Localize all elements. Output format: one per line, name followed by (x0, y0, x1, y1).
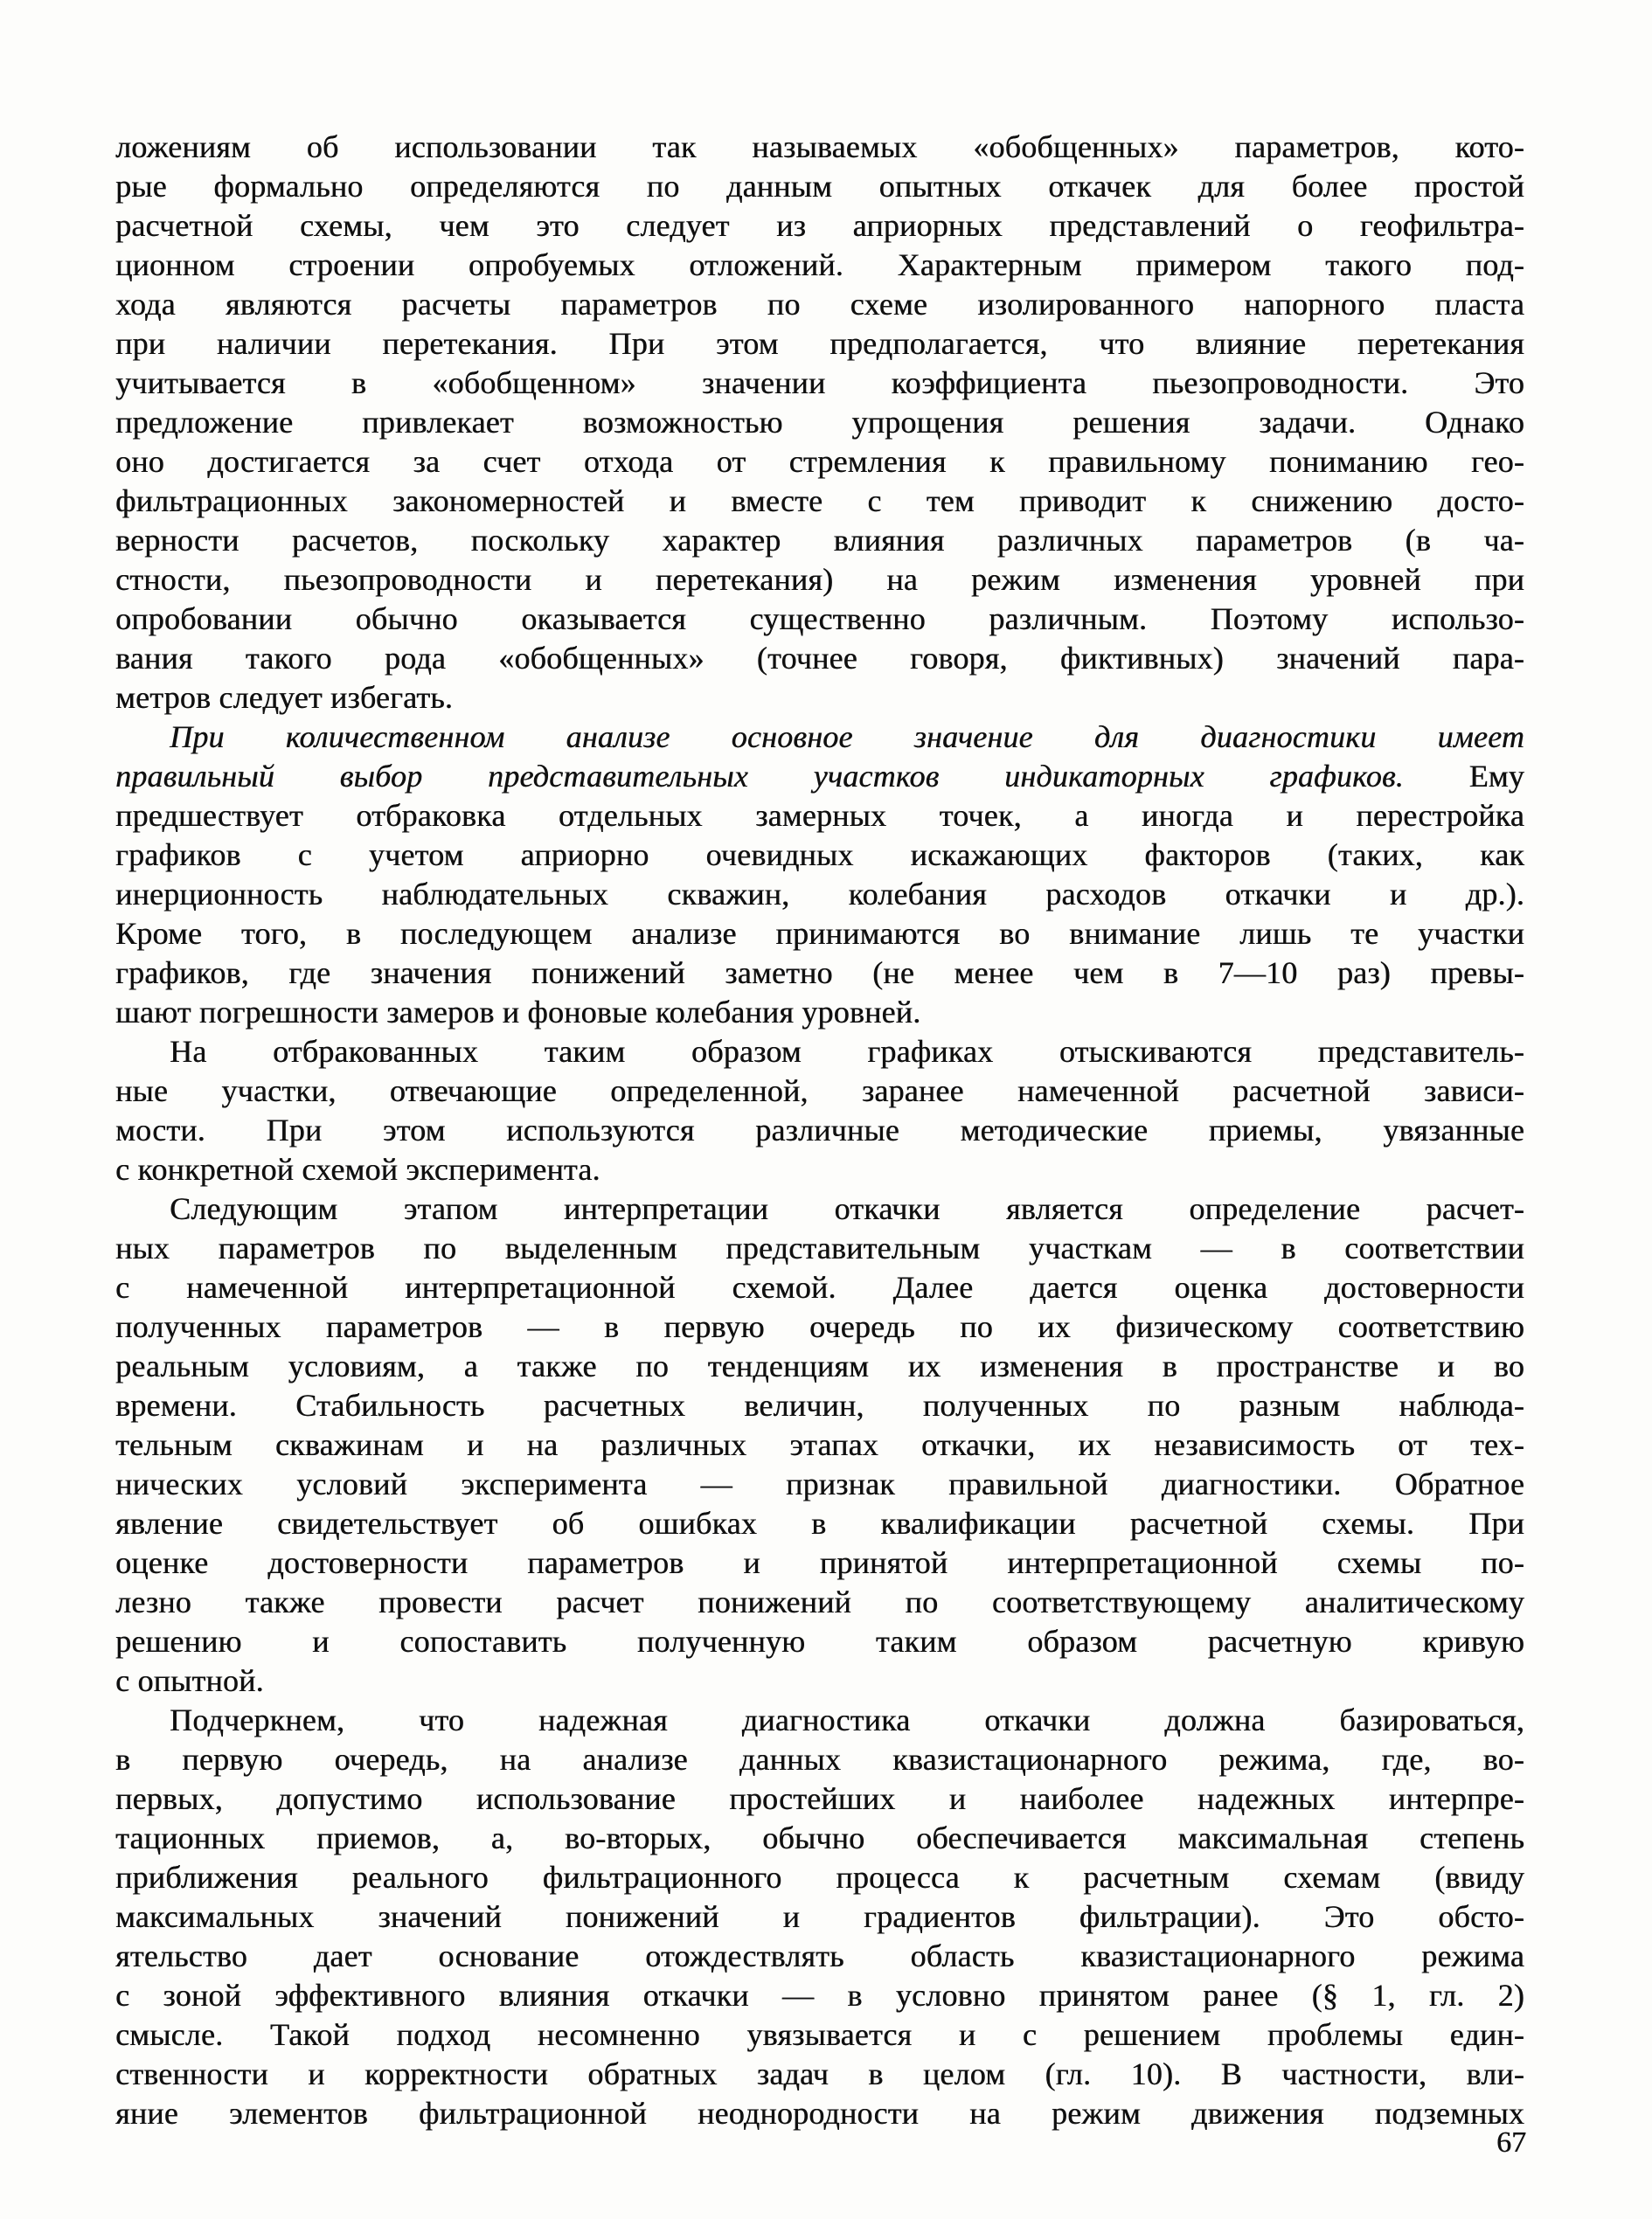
text-line (115, 639, 1524, 678)
text-segment: смысле. Такой подход несомненно увязывается и с решением проблемы един- (115, 2017, 1524, 2052)
text-segment: приближения реального фильтрационного процесса к расчетным схемам (ввиду (115, 1860, 1524, 1895)
text-line (115, 993, 1524, 1032)
text-segment: нических условий эксперимента — признак правильной диагностики. Обратное (115, 1467, 1524, 1501)
text-line (115, 914, 1524, 953)
text-line (115, 678, 1524, 718)
text-line (115, 167, 1524, 206)
text-line (115, 2015, 1524, 2055)
text-line (115, 796, 1524, 836)
text-line (115, 1740, 1524, 1779)
text-segment: при наличии перетекания. При этом предполагается, что влияние перетекания (115, 326, 1524, 361)
text-segment: Кроме того, в последующем анализе принимаются во внимание лишь те участки (115, 916, 1524, 951)
text-segment: стности, пьезопроводности и перетекания) на режим изменения уровней при (115, 562, 1524, 597)
text-segment: предшествует отбраковка отдельных замерных точек, а иногда и перестройка (115, 798, 1524, 833)
text-segment: с зоной эффективного влияния откачки — в условно принятом ранее (§ 1, гл. 2) (115, 1978, 1524, 2013)
text-segment: в первую очередь, на анализе данных квазистационарного режима, где, во- (115, 1742, 1524, 1777)
text-line (115, 1425, 1524, 1465)
text-line (115, 953, 1524, 993)
text-line (115, 2055, 1524, 2094)
text-segment: Следующим этапом интерпретации откачки является определение расчет- (170, 1191, 1524, 1226)
text-segment: верности расчетов, поскольку характер влияния различных параметров (в ча- (115, 523, 1524, 558)
text-line (115, 285, 1524, 324)
text-line (115, 757, 1524, 796)
text-line (115, 128, 1524, 167)
text-line (115, 1622, 1524, 1661)
text-line (115, 1858, 1524, 1897)
text-line (115, 875, 1524, 914)
text-line (115, 600, 1524, 639)
text-segment: На отбракованных таким образом графиках отыскиваются представитель- (170, 1034, 1524, 1069)
text-segment: ные участки, отвечающие определенной, заранее намеченной расчетной зависи- (115, 1073, 1524, 1108)
text-segment: ственности и корректности обратных задач в целом (гл. 10). В частности, вли- (115, 2056, 1524, 2091)
text-segment: шают погрешности замеров и фоновые колебания уровней. (115, 995, 921, 1030)
text-line (115, 1347, 1524, 1386)
text-line (115, 560, 1524, 600)
text-line (115, 1661, 1524, 1701)
text-line (115, 246, 1524, 285)
text-line (115, 403, 1524, 442)
text-line (115, 1111, 1524, 1150)
text-segment: с конкретной схемой эксперимента. (115, 1152, 600, 1187)
text-line (115, 1897, 1524, 1937)
text-segment: ятельство дает основание отождествлять область квазистационарного режима (115, 1938, 1524, 1973)
italic-text-segment: При количественном анализе основное значение для диагностики имеет (170, 719, 1524, 754)
text-segment: расчетной схемы, чем это следует из априорных представлений о геофильтра- (115, 208, 1524, 243)
text-line (115, 1819, 1524, 1858)
text-segment: опробовании обычно оказывается существенно различным. Поэтому использо- (115, 601, 1524, 636)
text-line (115, 1504, 1524, 1543)
body-text (115, 128, 1524, 2133)
text-segment: ционном строении опробуемых отложений. Характерным примером такого под- (115, 247, 1524, 282)
text-segment: максимальных значений понижений и градиентов фильтрации). Это обсто- (115, 1899, 1524, 1934)
text-line (115, 1937, 1524, 1976)
text-line (115, 1268, 1524, 1307)
text-line (115, 718, 1524, 757)
text-line (115, 1465, 1524, 1504)
text-line (115, 836, 1524, 875)
text-segment: ных параметров по выделенным представительным участкам — в соответствии (115, 1231, 1524, 1266)
text-segment: оценке достоверности параметров и принятой интерпретационной схемы по- (115, 1545, 1524, 1580)
text-segment: предложение привлекает возможностью упрощения решения задачи. Однако (115, 405, 1524, 440)
text-line (115, 482, 1524, 521)
italic-text-segment: правильный выбор представительных участков индикаторных графиков. (115, 759, 1404, 794)
text-line (115, 442, 1524, 482)
text-line (115, 324, 1524, 364)
text-segment: мости. При этом используются различные методические приемы, увязанные (115, 1113, 1524, 1148)
text-line (115, 1229, 1524, 1268)
text-line (115, 1032, 1524, 1071)
text-line (115, 1779, 1524, 1819)
text-segment: ложениям об использовании так называемых «обобщенных» параметров, кото- (115, 129, 1524, 164)
text-segment: тельным скважинам и на различных этапах откачки, их независимость от тех- (115, 1427, 1524, 1462)
text-segment: фильтрационных закономерностей и вместе с тем приводит к снижению досто- (115, 483, 1524, 518)
text-segment: тационных приемов, а, во-вторых, обычно обеспечивается максимальная степень (115, 1820, 1524, 1855)
text-segment: хода являются расчеты параметров по схеме изолированного напорного пласта (115, 287, 1524, 322)
text-segment: оно достигается за счет отхода от стремления к правильному пониманию гео- (115, 444, 1524, 479)
text-line (115, 2094, 1524, 2133)
text-segment: графиков, где значения понижений заметно (не менее чем в 7—10 раз) превы- (115, 955, 1524, 990)
text-segment: реальным условиям, а также по тенденциям их изменения в пространстве и во (115, 1349, 1524, 1383)
text-segment: явление свидетельствует об ошибках в квалификации расчетной схемы. При (115, 1506, 1524, 1541)
text-line (115, 1976, 1524, 2015)
text-segment: с намеченной интерпретационной схемой. Далее дается оценка достоверности (115, 1270, 1524, 1305)
text-segment: инерционность наблюдательных скважин, колебания расходов откачки и др.). (115, 877, 1524, 912)
text-line (115, 1386, 1524, 1425)
page-number: 67 (1496, 2126, 1526, 2159)
text-segment: полученных параметров — в первую очередь по их физическому соответствию (115, 1309, 1524, 1344)
text-segment: графиков с учетом априорно очевидных искажающих факторов (таких, как (115, 837, 1524, 872)
text-line (115, 1150, 1524, 1189)
text-line (115, 1307, 1524, 1347)
text-line (115, 1189, 1524, 1229)
text-line (115, 1701, 1524, 1740)
text-line (115, 521, 1524, 560)
text-segment: времени. Стабильность расчетных величин, полученных по разным наблюда- (115, 1388, 1524, 1423)
text-line (115, 364, 1524, 403)
text-segment: учитывается в «обобщенном» значении коэффициента пьезопроводности. Это (115, 365, 1524, 400)
text-segment: с опытной. (115, 1663, 264, 1698)
text-segment: яние элементов фильтрационной неоднородности на режим движения подземных (115, 2096, 1524, 2131)
text-segment: метров следует избегать. (115, 680, 453, 715)
text-segment: первых, допустимо использование простейших и наиболее надежных интерпре- (115, 1781, 1524, 1816)
text-line (115, 1071, 1524, 1111)
text-segment: лезно также провести расчет понижений по соответствующему аналитическому (115, 1585, 1524, 1619)
text-line (115, 206, 1524, 246)
text-segment: Ему (1403, 759, 1524, 794)
text-segment: рые формально определяются по данным опытных откачек для более простой (115, 169, 1524, 204)
text-segment: вания такого рода «обобщенных» (точнее говоря, фиктивных) значений пара- (115, 641, 1524, 676)
text-line (115, 1583, 1524, 1622)
text-segment: Подчеркнем, что надежная диагностика откачки должна базироваться, (170, 1702, 1524, 1737)
text-segment: решению и сопоставить полученную таким образом расчетную кривую (115, 1624, 1524, 1659)
text-line (115, 1543, 1524, 1583)
